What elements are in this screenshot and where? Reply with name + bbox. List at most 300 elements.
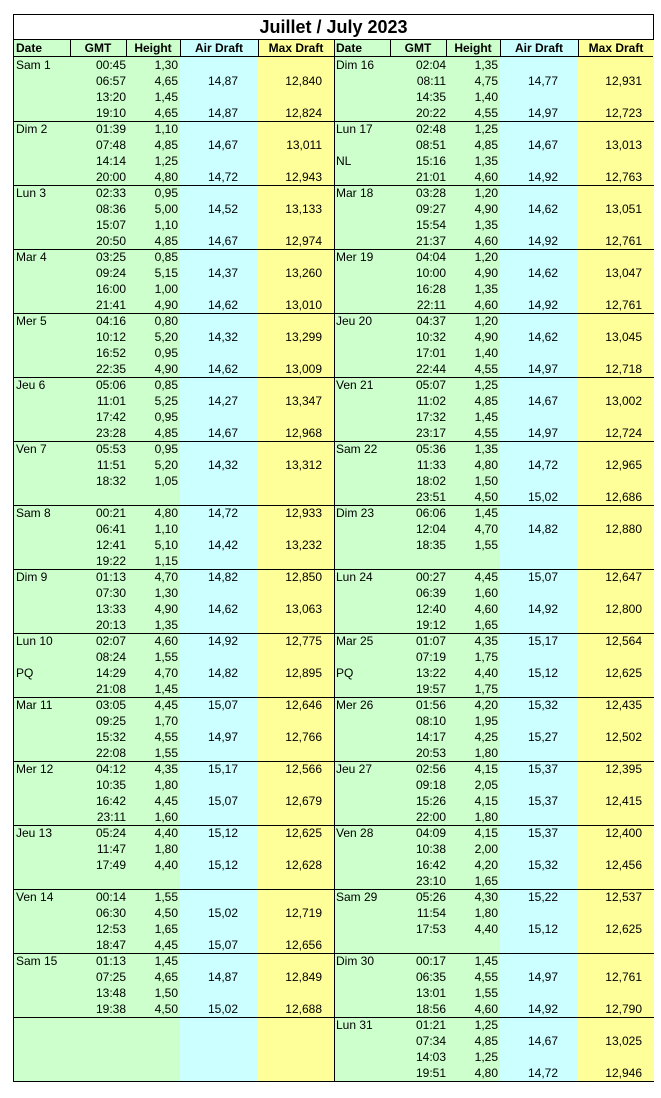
tide-height: 1,00 [154, 282, 178, 296]
gmt-time: 09:24 [95, 266, 126, 280]
gmt-time: 16:52 [95, 346, 126, 360]
tide-height: 0,95 [154, 186, 178, 200]
air-draft: 15,12 [207, 858, 238, 872]
tide-height: 1,70 [154, 714, 178, 728]
tide-height: 1,75 [474, 682, 498, 696]
tide-height: 4,40 [474, 922, 498, 936]
gmt-time: 11:01 [96, 394, 126, 408]
air-draft: 15,27 [527, 730, 558, 744]
gmt-time: 11:02 [416, 394, 446, 408]
max-draft: 12,625 [605, 666, 642, 680]
tide-height: 1,30 [154, 58, 178, 72]
tide-height: 1,35 [474, 58, 498, 72]
max-draft: 12,824 [285, 106, 322, 120]
tide-height: 1,40 [474, 90, 498, 104]
tide-height: 1,10 [154, 522, 178, 536]
gmt-time: 14:35 [415, 90, 446, 104]
tide-height: 1,30 [154, 586, 178, 600]
day-label: Sam 8 [16, 506, 51, 520]
gmt-time: 08:10 [415, 714, 446, 728]
max-draft: 12,566 [285, 762, 322, 776]
day-label: Mar 11 [16, 698, 53, 712]
max-draft: 12,625 [605, 922, 642, 936]
tide-height: 1,35 [154, 618, 178, 632]
tide-height: 4,90 [154, 602, 178, 616]
air-draft: 15,07 [207, 698, 238, 712]
day-label: Lun 31 [336, 1018, 373, 1032]
column-divider [446, 40, 447, 57]
column-divider [126, 40, 127, 57]
max-draft: 12,946 [605, 1066, 642, 1080]
max-draft: 12,686 [605, 490, 642, 504]
column-divider [500, 40, 501, 57]
max-draft: 12,723 [605, 106, 642, 120]
air-draft: 14,87 [207, 74, 238, 88]
gmt-time: 19:22 [95, 554, 126, 568]
tide-height: 4,75 [474, 74, 498, 88]
tide-height: 4,45 [154, 794, 178, 808]
air-draft: 14,62 [527, 202, 558, 216]
max-draft: 12,850 [285, 570, 322, 584]
max-draft: 12,724 [605, 426, 642, 440]
gmt-time: 17:49 [95, 858, 126, 872]
air-draft: 14,72 [527, 1066, 558, 1080]
tide-height: 1,35 [474, 154, 498, 168]
max-draft: 13,009 [285, 362, 322, 376]
tide-height: 4,70 [154, 570, 178, 584]
max-draft: 12,646 [285, 698, 322, 712]
gmt-time: 05:26 [415, 890, 446, 904]
day-label: Mar 25 [336, 634, 374, 648]
day-block [334, 121, 654, 185]
tide-height: 4,55 [474, 970, 498, 984]
tide-height: 4,80 [474, 458, 498, 472]
tide-height: 1,10 [154, 122, 178, 136]
air-draft: 14,32 [207, 330, 238, 344]
air-draft: 14,82 [207, 666, 238, 680]
gmt-time: 02:07 [95, 634, 126, 648]
air-draft: 14,67 [527, 138, 558, 152]
tide-height: 1,20 [474, 186, 498, 200]
gmt-time: 08:11 [416, 74, 446, 88]
gmt-time: 01:13 [95, 954, 126, 968]
day-block [334, 441, 654, 505]
gmt-time: 18:47 [95, 938, 126, 952]
air-draft: 14,97 [207, 730, 238, 744]
day-block [334, 377, 654, 441]
gmt-time: 14:14 [95, 154, 126, 168]
gmt-time: 08:24 [95, 650, 126, 664]
gmt-time: 16:28 [415, 282, 446, 296]
gmt-time: 01:56 [415, 698, 446, 712]
tide-height: 4,40 [474, 666, 498, 680]
gmt-time: 16:42 [415, 858, 446, 872]
air-draft: 15,17 [527, 634, 558, 648]
air-draft: 14,27 [207, 394, 238, 408]
day-label: Jeu 27 [336, 762, 373, 776]
tide-height: 1,75 [474, 650, 498, 664]
tide-height: 4,70 [154, 666, 178, 680]
tide-height: 4,55 [474, 362, 498, 376]
air-draft: 14,72 [527, 458, 558, 472]
page-title: Juillet / July 2023 [14, 15, 653, 40]
tide-height: 4,45 [154, 698, 178, 712]
gmt-time: 22:44 [415, 362, 446, 376]
tide-height: 1,80 [154, 842, 178, 856]
day-label: Mar 18 [336, 186, 374, 200]
column-header-height: Height [134, 41, 172, 55]
tide-height: 4,90 [474, 330, 498, 344]
day-block [14, 313, 334, 377]
gmt-time: 22:08 [95, 746, 126, 760]
max-draft: 13,002 [605, 394, 642, 408]
tide-height: 1,45 [474, 410, 498, 424]
gmt-time: 06:30 [95, 906, 126, 920]
air-draft: 15,07 [527, 570, 558, 584]
tide-height: 1,10 [154, 218, 178, 232]
tide-height: 4,45 [154, 938, 178, 952]
gmt-time: 00:45 [95, 58, 126, 72]
column-header-max-draft: Max Draft [588, 41, 644, 55]
tide-height: 0,80 [154, 314, 178, 328]
day-block [14, 697, 334, 761]
air-draft: 15,12 [207, 826, 238, 840]
gmt-time: 23:17 [415, 426, 446, 440]
gmt-time: 02:33 [95, 186, 126, 200]
day-block [14, 761, 334, 825]
tide-height: 1,55 [474, 986, 498, 1000]
tide-height: 5,20 [154, 330, 178, 344]
gmt-time: 19:38 [95, 1002, 126, 1016]
gmt-time: 20:13 [95, 618, 126, 632]
gmt-time: 04:16 [95, 314, 126, 328]
max-draft: 12,790 [605, 1002, 642, 1016]
tide-height: 4,15 [474, 762, 498, 776]
tide-height: 1,05 [154, 474, 178, 488]
gmt-time: 00:14 [95, 890, 126, 904]
day-label: Jeu 13 [16, 826, 53, 840]
day-label: Mer 19 [336, 250, 374, 264]
tide-height: 1,65 [474, 618, 498, 632]
day-label: Dim 9 [16, 570, 48, 584]
gmt-time: 19:57 [415, 682, 446, 696]
day-label: Ven 14 [16, 890, 54, 904]
gmt-time: 02:04 [415, 58, 446, 72]
day-label: Jeu 20 [336, 314, 373, 328]
gmt-time: 18:32 [95, 474, 126, 488]
max-draft: 12,679 [285, 794, 322, 808]
day-block [14, 121, 334, 185]
day-block [14, 57, 334, 121]
gmt-time: 15:07 [95, 218, 126, 232]
gmt-time: 05:06 [95, 378, 126, 392]
gmt-time: 05:53 [95, 442, 126, 456]
gmt-time: 03:25 [95, 250, 126, 264]
day-label: Sam 15 [16, 954, 58, 968]
max-draft: 12,895 [285, 666, 322, 680]
air-draft: 14,32 [207, 458, 238, 472]
tide-height: 1,35 [474, 282, 498, 296]
column-header-max-draft: Max Draft [268, 41, 324, 55]
tide-height: 4,20 [474, 858, 498, 872]
column-divider [180, 40, 181, 57]
day-block [14, 953, 334, 1017]
tide-height: 4,55 [154, 730, 178, 744]
air-draft: 14,92 [527, 602, 558, 616]
day-block [334, 569, 654, 633]
day-block [14, 633, 334, 697]
day-label: Dim 23 [336, 506, 375, 520]
air-draft: 15,17 [207, 762, 238, 776]
gmt-time: 04:04 [415, 250, 446, 264]
gmt-time: 13:22 [415, 666, 446, 680]
max-draft: 13,133 [285, 202, 322, 216]
tide-height: 0,85 [154, 250, 178, 264]
max-draft: 12,800 [605, 602, 642, 616]
column-header-gmt: GMT [84, 41, 112, 55]
air-draft: 15,37 [527, 762, 558, 776]
tide-height: 1,35 [474, 442, 498, 456]
day-block [334, 889, 654, 953]
tide-height: 4,55 [474, 106, 498, 120]
column-header-gmt: GMT [404, 41, 432, 55]
tide-height: 4,60 [474, 170, 498, 184]
max-draft: 13,063 [285, 602, 322, 616]
max-draft: 13,013 [605, 138, 642, 152]
gmt-time: 02:56 [415, 762, 446, 776]
day-block [334, 505, 654, 569]
gmt-time: 15:16 [415, 154, 446, 168]
tide-height: 1,95 [474, 714, 498, 728]
gmt-time: 12:53 [95, 922, 126, 936]
gmt-time: 14:29 [95, 666, 126, 680]
max-draft: 12,719 [285, 906, 322, 920]
day-block [334, 1017, 654, 1081]
tide-height: 1,45 [474, 954, 498, 968]
air-draft: 15,22 [527, 890, 558, 904]
tide-height: 1,40 [474, 346, 498, 360]
day-block [334, 249, 654, 313]
tide-height: 1,55 [154, 746, 178, 760]
tide-height: 4,20 [474, 698, 498, 712]
tide-height: 4,25 [474, 730, 498, 744]
gmt-time: 06:06 [415, 506, 446, 520]
air-draft: 14,87 [207, 970, 238, 984]
gmt-time: 01:39 [95, 122, 126, 136]
column-divider [70, 40, 71, 57]
gmt-time: 07:34 [415, 1034, 446, 1048]
air-draft: 14,72 [207, 506, 238, 520]
gmt-time: 23:11 [96, 810, 126, 824]
gmt-time: 06:39 [415, 586, 446, 600]
tide-height: 4,40 [154, 858, 178, 872]
tide-height: 4,85 [474, 138, 498, 152]
max-draft: 12,880 [605, 522, 642, 536]
max-draft: 12,415 [605, 794, 642, 808]
gmt-time: 20:50 [95, 234, 126, 248]
gmt-time: 08:51 [415, 138, 446, 152]
day-block [334, 697, 654, 761]
day-label: Ven 21 [336, 378, 374, 392]
tide-height: 1,25 [474, 378, 498, 392]
gmt-time: 06:57 [95, 74, 126, 88]
day-label: Jeu 6 [16, 378, 46, 392]
max-draft: 12,502 [605, 730, 642, 744]
gmt-time: 03:28 [415, 186, 446, 200]
gmt-time: 22:35 [95, 362, 126, 376]
max-draft: 12,775 [285, 634, 322, 648]
gmt-time: 01:21 [415, 1018, 446, 1032]
air-draft: 14,97 [527, 362, 558, 376]
tide-height: 4,85 [474, 1034, 498, 1048]
tide-height: 1,65 [154, 922, 178, 936]
gmt-time: 19:10 [95, 106, 126, 120]
tide-height: 0,85 [154, 378, 178, 392]
gmt-time: 19:12 [415, 618, 446, 632]
gmt-time: 10:00 [415, 266, 446, 280]
moon-phase-note: PQ [16, 666, 34, 680]
max-draft: 12,718 [605, 362, 642, 376]
gmt-time: 07:48 [95, 138, 126, 152]
air-draft: 14,67 [527, 1034, 558, 1048]
air-draft: 14,67 [207, 138, 238, 152]
tide-height: 1,80 [154, 778, 178, 792]
air-draft: 14,82 [207, 570, 238, 584]
max-draft: 13,051 [605, 202, 642, 216]
tide-table [13, 14, 654, 1082]
gmt-time: 10:38 [415, 842, 446, 856]
max-draft: 13,232 [285, 538, 322, 552]
tide-height: 4,90 [474, 266, 498, 280]
tide-height: 4,60 [474, 1002, 498, 1016]
air-draft: 14,52 [207, 202, 238, 216]
max-draft: 12,840 [285, 74, 322, 88]
gmt-time: 15:26 [415, 794, 446, 808]
tide-height: 1,35 [474, 218, 498, 232]
max-draft: 12,766 [285, 730, 322, 744]
air-draft: 15,02 [527, 490, 558, 504]
tide-height: 4,50 [474, 490, 498, 504]
gmt-time: 05:36 [415, 442, 446, 456]
gmt-time: 22:11 [416, 298, 446, 312]
max-draft: 12,435 [605, 698, 642, 712]
day-block [334, 761, 654, 825]
day-block [14, 249, 334, 313]
max-draft: 13,045 [605, 330, 642, 344]
column-divider [258, 40, 259, 57]
air-draft: 15,37 [527, 826, 558, 840]
day-block [14, 889, 334, 953]
day-label: Ven 28 [336, 826, 374, 840]
day-label: Sam 29 [336, 890, 378, 904]
max-draft: 12,456 [605, 858, 642, 872]
gmt-time: 18:02 [415, 474, 446, 488]
air-draft: 15,12 [527, 922, 558, 936]
air-draft: 14,97 [527, 106, 558, 120]
max-draft: 12,761 [605, 298, 642, 312]
day-block [334, 825, 654, 889]
tide-height: 4,90 [154, 362, 178, 376]
moon-phase-note: PQ [336, 666, 354, 680]
air-draft: 15,07 [207, 938, 238, 952]
tide-height: 4,15 [474, 794, 498, 808]
day-label: Sam 1 [16, 58, 51, 72]
gmt-time: 09:25 [95, 714, 126, 728]
air-draft: 14,62 [527, 330, 558, 344]
gmt-time: 13:33 [95, 602, 126, 616]
column-header-air-draft: Air Draft [514, 41, 563, 55]
day-block [14, 185, 334, 249]
gmt-time: 00:27 [415, 570, 446, 584]
tide-height: 2,05 [474, 778, 498, 792]
gmt-time: 12:41 [95, 538, 126, 552]
gmt-time: 21:01 [415, 170, 446, 184]
column-header-air-draft: Air Draft [194, 41, 243, 55]
air-draft: 14,67 [207, 234, 238, 248]
gmt-time: 20:00 [95, 170, 126, 184]
gmt-time: 07:30 [95, 586, 126, 600]
gmt-time: 04:12 [95, 762, 126, 776]
tide-height: 4,80 [154, 170, 178, 184]
tide-height: 1,45 [154, 954, 178, 968]
max-draft: 12,763 [605, 170, 642, 184]
day-block [334, 953, 654, 1017]
tide-height: 5,00 [154, 202, 178, 216]
day-block [334, 633, 654, 697]
max-draft: 13,347 [285, 394, 322, 408]
tide-height: 1,55 [154, 650, 178, 664]
air-draft: 15,32 [527, 698, 558, 712]
air-draft: 14,82 [527, 522, 558, 536]
tide-height: 1,55 [474, 538, 498, 552]
air-draft: 14,92 [527, 234, 558, 248]
max-draft: 12,625 [285, 826, 322, 840]
max-draft: 12,933 [285, 506, 322, 520]
tide-height: 4,85 [154, 426, 178, 440]
air-draft: 15,02 [207, 1002, 238, 1016]
air-draft: 14,72 [207, 170, 238, 184]
day-block [334, 185, 654, 249]
gmt-time: 18:35 [415, 538, 446, 552]
max-draft: 13,299 [285, 330, 322, 344]
max-draft: 12,974 [285, 234, 322, 248]
tide-height: 4,90 [154, 298, 178, 312]
gmt-time: 17:53 [415, 922, 446, 936]
max-draft: 12,968 [285, 426, 322, 440]
gmt-time: 14:03 [415, 1050, 446, 1064]
gmt-time: 23:28 [95, 426, 126, 440]
day-label: Mer 5 [16, 314, 47, 328]
gmt-time: 05:07 [415, 378, 446, 392]
air-draft: 14,92 [527, 1002, 558, 1016]
gmt-time: 20:53 [415, 746, 446, 760]
column-divider [390, 40, 391, 57]
gmt-time: 18:56 [415, 1002, 446, 1016]
gmt-time: 12:40 [415, 602, 446, 616]
day-label: Mer 12 [16, 762, 54, 776]
tide-height: 4,40 [154, 826, 178, 840]
tide-height: 1,25 [154, 154, 178, 168]
tide-height: 1,65 [474, 874, 498, 888]
gmt-time: 15:54 [415, 218, 446, 232]
day-label: Mer 26 [336, 698, 374, 712]
day-label: Lun 10 [16, 634, 53, 648]
max-draft: 13,010 [285, 298, 322, 312]
gmt-time: 22:00 [415, 810, 446, 824]
tide-height: 4,60 [474, 602, 498, 616]
tide-height: 1,45 [154, 90, 178, 104]
tide-height: 4,50 [154, 1002, 178, 1016]
